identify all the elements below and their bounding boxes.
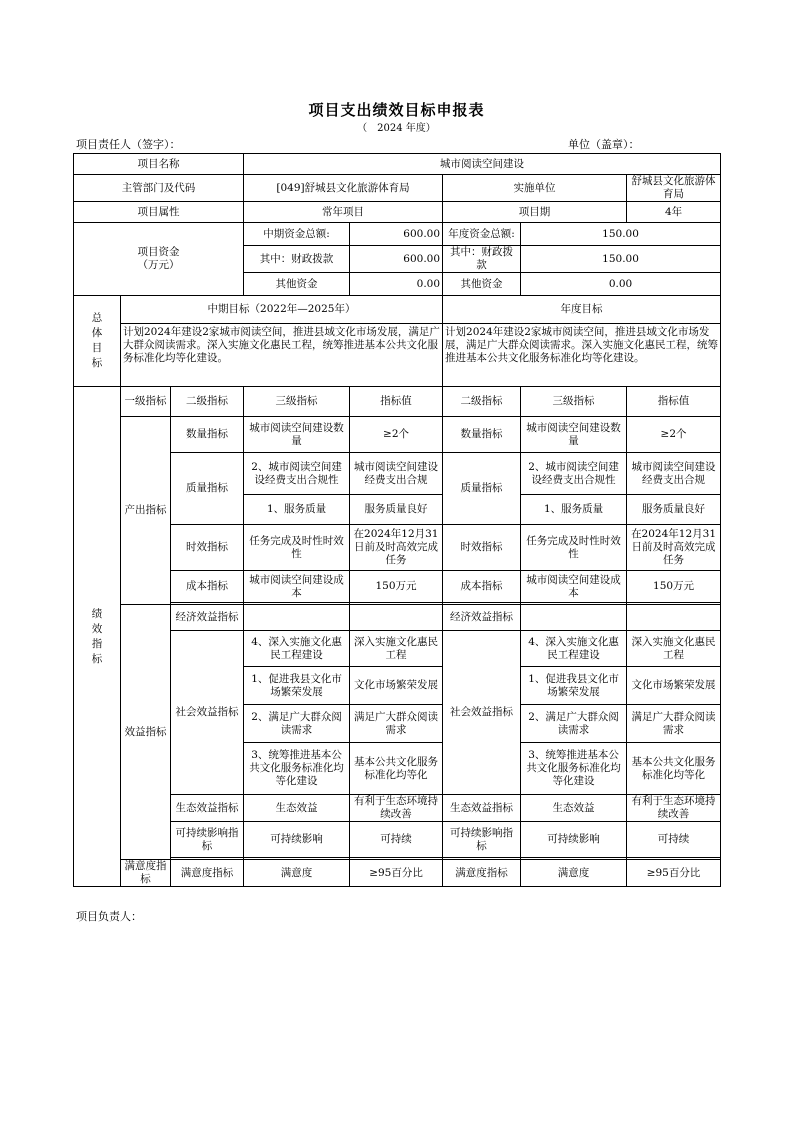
sustain-indicator: 可持续影响指标: [171, 822, 244, 858]
header-level3-year: 三级指标: [521, 387, 627, 417]
year-goal-header: 年度目标: [443, 296, 721, 324]
cost-level3-year: 城市阅读空间建设成本: [521, 571, 627, 603]
social4-level3: 3、统筹推进基本公共文化服务标准化均等化建设: [244, 743, 350, 795]
satisfaction-level2-year: 满意度指标: [443, 860, 521, 887]
impl-value: 舒城县文化旅游体育局: [627, 175, 721, 202]
dept-label: 主管部门及代码: [74, 175, 244, 202]
social3-level3: 2、满足广大群众阅读需求: [244, 705, 350, 743]
header-value-year: 指标值: [627, 387, 721, 417]
social4-value-year: 基本公共文化服务标准化均等化: [627, 743, 721, 795]
header-value: 指标值: [350, 387, 443, 417]
year-goal-text: 计划2024年建设2家城市阅读空间，推进县域文化市场发展，满足广大群众阅读需求。深入实施文化惠民工程，统筹推进基本公共文化服务标准化均等化建设。: [443, 324, 721, 387]
social2-value-year: 文化市场繁荣发展: [627, 667, 721, 705]
row-goals-header: [74, 296, 721, 324]
attr-value: 常年项目: [244, 202, 443, 223]
project-name-value: 城市阅读空间建设: [244, 154, 721, 175]
quality2-value-year: 服务质量良好: [627, 495, 721, 525]
eco-level3-year: 生态效益: [521, 795, 627, 822]
time-level3: 任务完成及时性时效性: [244, 525, 350, 571]
person-in-charge-label: 项目责任人（签字）：: [76, 138, 181, 151]
quality1-value: 城市阅读空间建设经费支出合规: [350, 453, 443, 495]
page-title: 项目支出绩效目标申报表: [308, 101, 485, 119]
sustain-indicator-year: 可持续影响指标: [443, 822, 521, 858]
social1-value: 深入实施文化惠民工程: [350, 631, 443, 667]
quality-indicator-year: 质量指标: [443, 453, 521, 525]
social-indicator-year: 社会效益指标: [443, 631, 521, 795]
econ-value: [350, 605, 443, 631]
fund-label: [74, 223, 244, 296]
impl-label: 实施单位: [443, 175, 627, 202]
eco-level3: 生态效益: [244, 795, 350, 822]
year-fiscal-value: 150.00: [521, 246, 721, 273]
social1-value-year: 深入实施文化惠民工程: [627, 631, 721, 667]
social2-level3: 1、促进我县文化市场繁荣发展: [244, 667, 350, 705]
social3-value: 满足广大群众阅读需求: [350, 705, 443, 743]
quality2-level3: 1、服务质量: [244, 495, 350, 525]
row-satisfaction: [74, 860, 721, 887]
mid-goal-header: 中期目标（2022年—2025年）: [121, 296, 443, 324]
fund-unit-text: （万元）: [137, 259, 180, 271]
social2-value: 文化市场繁荣发展: [350, 667, 443, 705]
row-time: [74, 525, 721, 571]
cost-level3: 城市阅读空间建设成本: [244, 571, 350, 603]
time-value: 在2024年12月31日前及时高效完成任务: [350, 525, 443, 571]
row-project-name: [74, 154, 721, 175]
mid-total-value: 600.00: [350, 223, 443, 246]
period-value: 4年: [627, 202, 721, 223]
eco-value-year: 有利于生态环境持续改善: [627, 795, 721, 822]
quality-indicator: 质量指标: [171, 453, 244, 525]
social3-value-year: 满足广大群众阅读需求: [627, 705, 721, 743]
time-indicator-year: 时效指标: [443, 525, 521, 571]
sustain-value: 可持续: [350, 822, 443, 858]
quantity-level3: 城市阅读空间建设数量: [244, 417, 350, 453]
cost-indicator-year: 成本指标: [443, 571, 521, 603]
fund-label-text: 项目资金: [137, 246, 180, 258]
performance-indicator-label: 绩效指标: [74, 387, 121, 887]
attr-label: 项目属性: [74, 202, 244, 223]
year-other-value: 0.00: [521, 273, 721, 296]
eco-value: 有利于生态环境持续改善: [350, 795, 443, 822]
econ-indicator: 经济效益指标: [171, 605, 244, 631]
social4-value: 基本公共文化服务标准化均等化: [350, 743, 443, 795]
header-level1: 一级指标: [121, 387, 171, 417]
year-label: （ 2024 年度）: [357, 123, 436, 134]
quantity-value-year: ≥2个: [627, 417, 721, 453]
sustain-level3: 可持续影响: [244, 822, 350, 858]
eco-indicator: 生态效益指标: [171, 795, 244, 822]
cost-value: 150万元: [350, 571, 443, 603]
cost-value-year: 150万元: [627, 571, 721, 603]
satisfaction-level3: 满意度: [244, 860, 350, 887]
mid-fiscal-label: 其中：财政拨款: [244, 246, 350, 273]
satisfaction-level2: 满意度指标: [171, 860, 244, 887]
quantity-value: ≥2个: [350, 417, 443, 453]
row-perf-header: [74, 387, 721, 417]
output-indicator: 产出指标: [121, 417, 171, 605]
mid-fiscal-value: 600.00: [350, 246, 443, 273]
quantity-level3-year: 城市阅读空间建设数量: [521, 417, 627, 453]
row-sustain: [74, 822, 721, 858]
row-quality-1: [74, 453, 721, 495]
social3-level3-year: 2、满足广大群众阅读需求: [521, 705, 627, 743]
row-dept: [74, 175, 721, 202]
social1-level3: 4、深入实施文化惠民工程建设: [244, 631, 350, 667]
row-social-1: [74, 631, 721, 667]
satisfaction-value: ≥95百分比: [350, 860, 443, 887]
year-fiscal-label: 其中：财政拨款: [443, 246, 521, 273]
quality1-level3: 2、城市阅读空间建设经费支出合规性: [244, 453, 350, 495]
quantity-indicator-year: 数量指标: [443, 417, 521, 453]
econ-level3: [244, 605, 350, 631]
mid-goal-text: 计划2024年建设2家城市阅读空间，推进县域文化市场发展，满足广大群众阅读需求。深入实施文化惠民工程，统筹推进基本公共文化服务标准化均等化建设。: [121, 324, 443, 387]
sustain-value-year: 可持续: [627, 822, 721, 858]
header-level3: 三级指标: [244, 387, 350, 417]
satisfaction-value-year: ≥95百分比: [627, 860, 721, 887]
row-goals-text: [74, 324, 721, 387]
header-level2-year: 二级指标: [443, 387, 521, 417]
performance-table: [73, 153, 721, 887]
time-level3-year: 任务完成及时性时效性: [521, 525, 627, 571]
eco-indicator-year: 生态效益指标: [443, 795, 521, 822]
econ-indicator-year: 经济效益指标: [443, 605, 521, 631]
year-other-label: 其他资金: [443, 273, 521, 296]
header-level2: 二级指标: [171, 387, 244, 417]
quality1-level3-year: 2、城市阅读空间建设经费支出合规性: [521, 453, 627, 495]
sustain-level3-year: 可持续影响: [521, 822, 627, 858]
mid-total-label: 中期资金总额:: [244, 223, 350, 246]
quality1-value-year: 城市阅读空间建设经费支出合规: [627, 453, 721, 495]
cost-indicator: 成本指标: [171, 571, 244, 603]
quantity-indicator: 数量指标: [171, 417, 244, 453]
quality2-value: 服务质量良好: [350, 495, 443, 525]
row-cost: [74, 571, 721, 603]
social1-level3-year: 4、深入实施文化惠民工程建设: [521, 631, 627, 667]
satisfaction-level3-year: 满意度: [521, 860, 627, 887]
row-fund-total: [74, 223, 721, 246]
unit-seal-label: 单位（盖章）：: [568, 138, 640, 151]
econ-value-year: [627, 605, 721, 631]
mid-other-label: 其他资金: [244, 273, 350, 296]
social4-level3-year: 3、统筹推进基本公共文化服务标准化均等化建设: [521, 743, 627, 795]
row-eco: [74, 795, 721, 822]
mid-other-value: 0.00: [350, 273, 443, 296]
footer-responsible-label: 项目负责人：: [76, 910, 142, 923]
overall-goal-label: 总体目标: [74, 296, 121, 387]
satisfaction-indicator: 满意度指标: [121, 860, 171, 887]
period-label: 项目期: [443, 202, 627, 223]
project-name-label: 项目名称: [74, 154, 244, 175]
dept-value: [049]舒城县文化旅游体育局: [244, 175, 443, 202]
time-value-year: 在2024年12月31日前及时高效完成任务: [627, 525, 721, 571]
social-indicator: 社会效益指标: [171, 631, 244, 795]
time-indicator: 时效指标: [171, 525, 244, 571]
econ-level3-year: [521, 605, 627, 631]
quality2-level3-year: 1、服务质量: [521, 495, 627, 525]
benefit-indicator: 效益指标: [121, 605, 171, 860]
row-quantity: [74, 417, 721, 453]
year-total-value: 150.00: [521, 223, 721, 246]
year-total-label: 年度资金总额:: [443, 223, 521, 246]
social2-level3-year: 1、促进我县文化市场繁荣发展: [521, 667, 627, 705]
row-econ: [74, 605, 721, 631]
row-attr: [74, 202, 721, 223]
